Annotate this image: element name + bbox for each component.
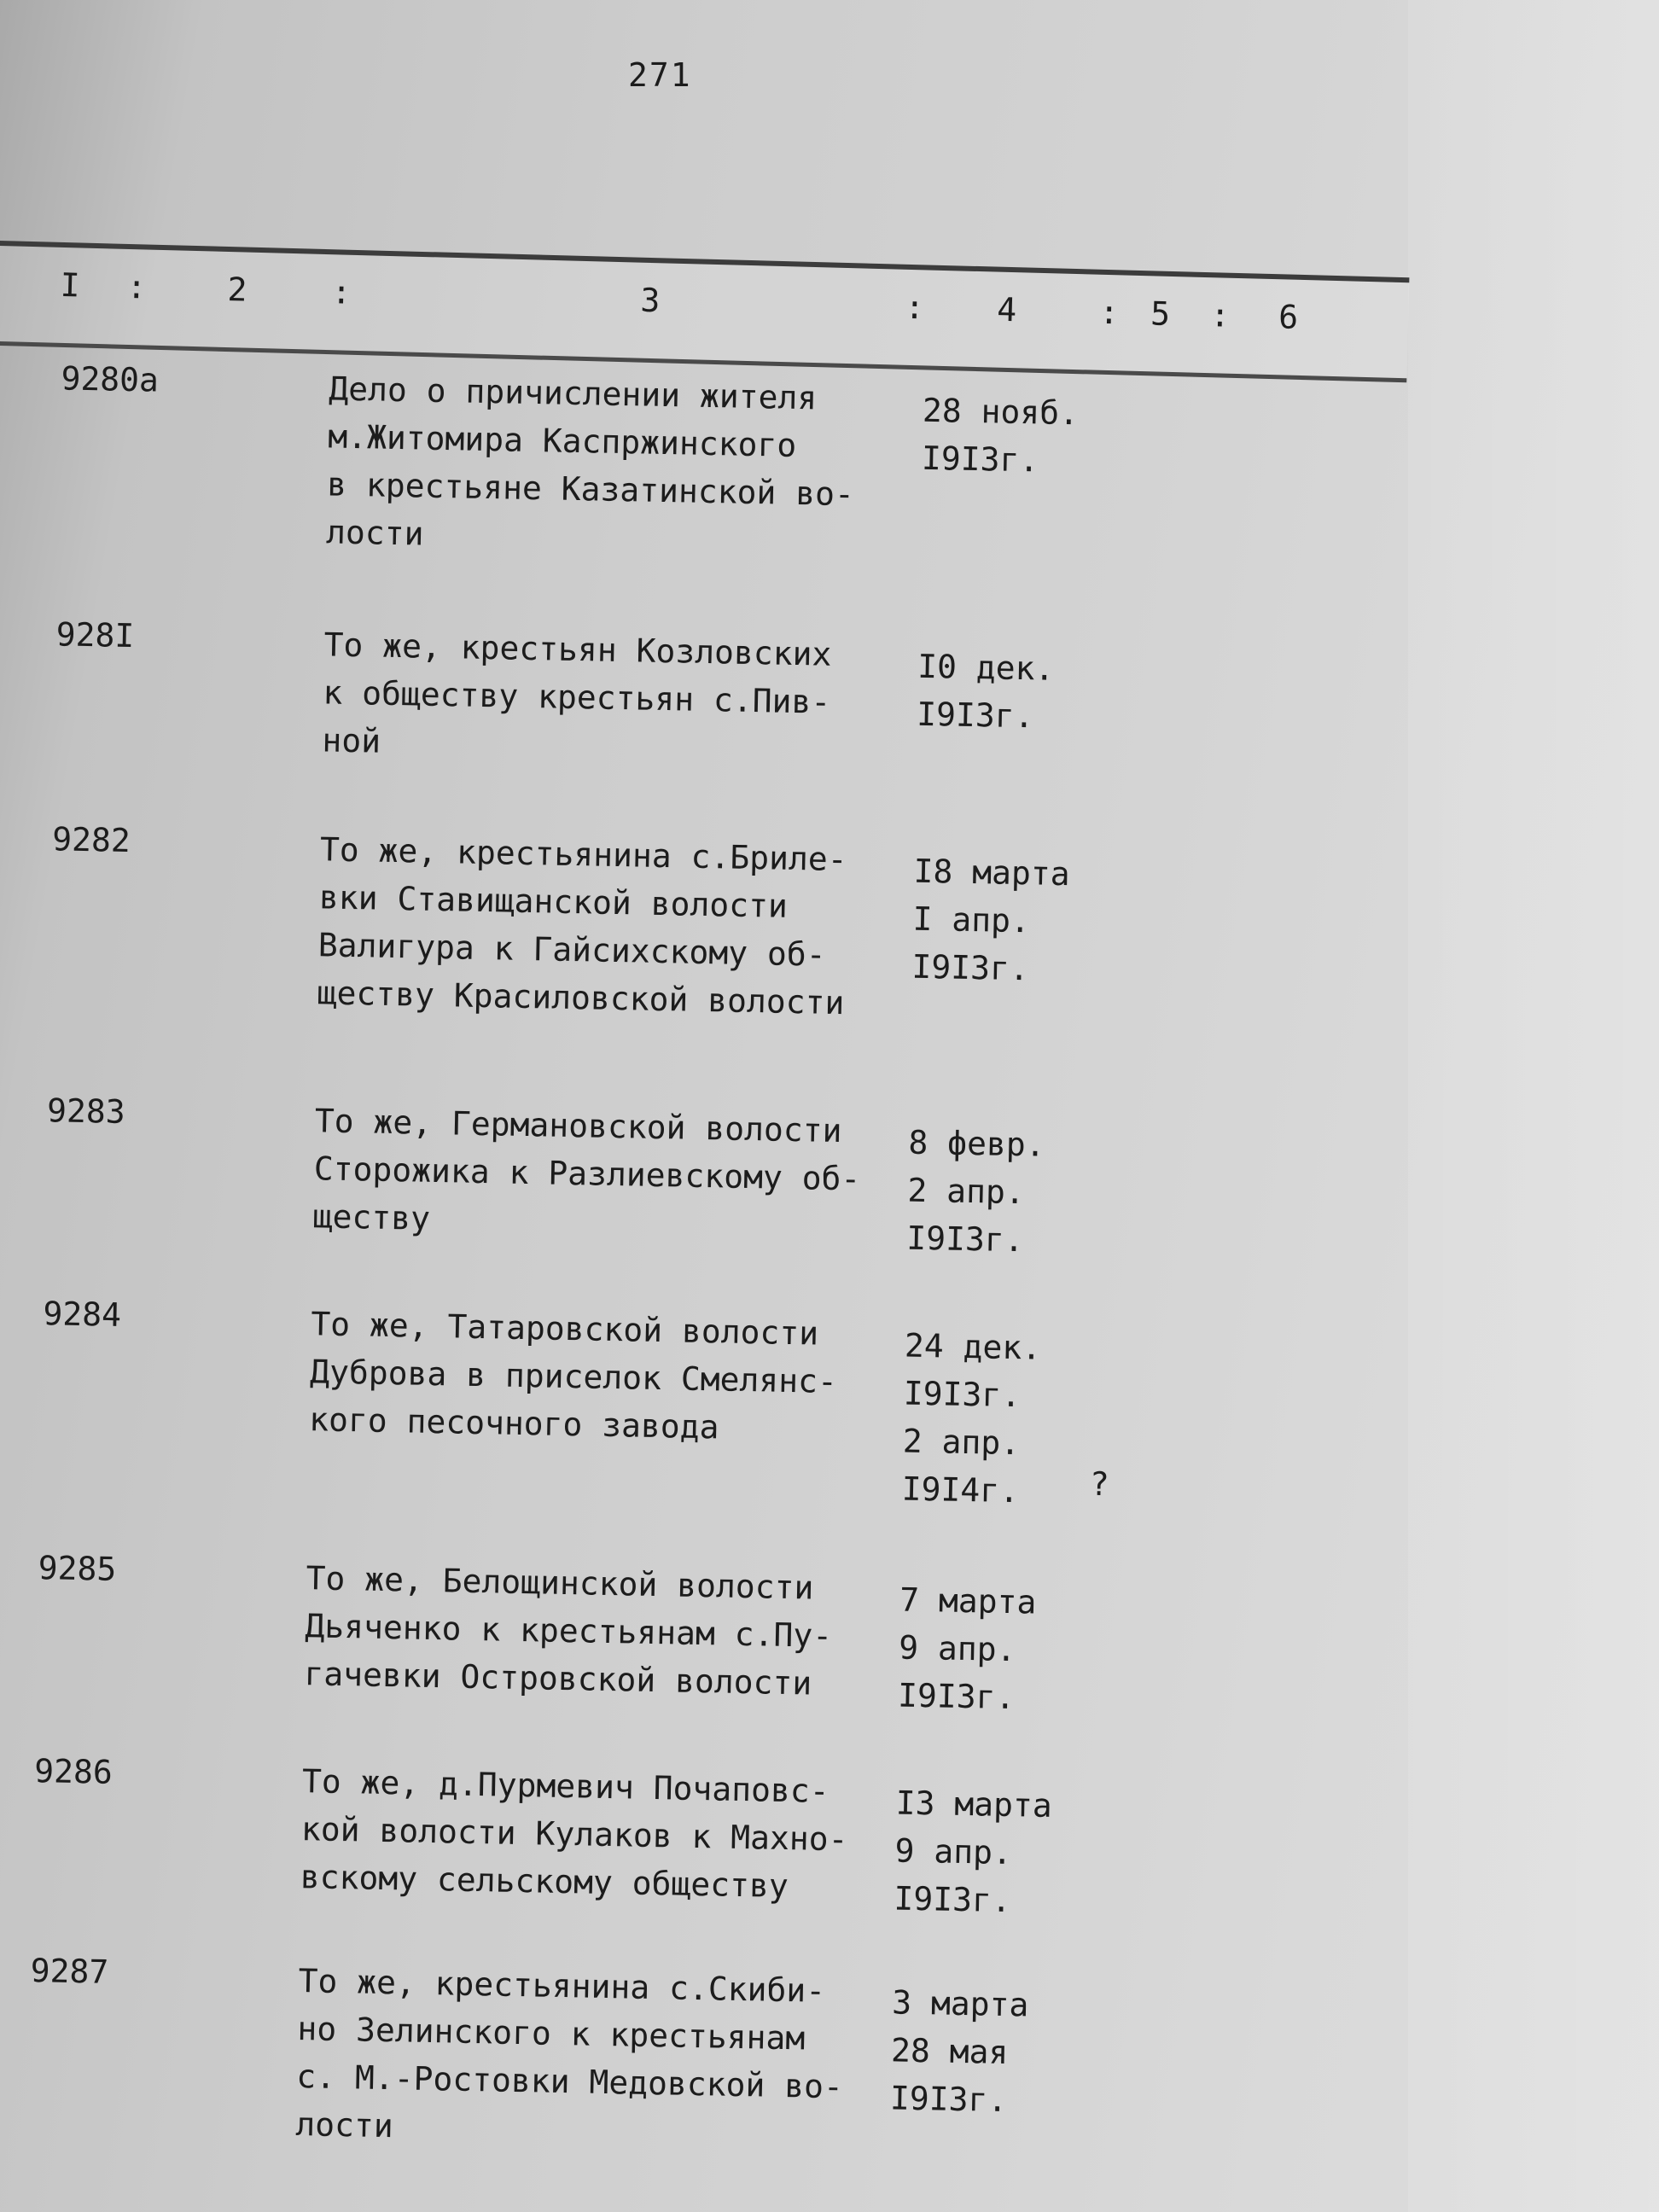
entry-title <box>295 1957 879 2159</box>
entry-dates <box>894 1778 1084 1925</box>
entry-number: 9284 <box>43 1295 122 1334</box>
entry-title-line: но Зелинского к крестьянам <box>297 2010 806 2058</box>
entry-number: 928I <box>55 615 135 655</box>
entry-number: 9285 <box>38 1549 117 1588</box>
entry-title-line: Дьяченко к крестьянам с.Пу- <box>305 1607 833 1655</box>
entry-title <box>300 1757 882 1912</box>
column-separator: : <box>330 273 352 311</box>
entry-date-line: 28 нояб. <box>922 391 1080 433</box>
entry-date-line: I9I3г. <box>894 1879 1012 1920</box>
entry-title <box>312 1097 895 1251</box>
column-header-row <box>0 241 1409 382</box>
entry-date-line: I апр. <box>912 899 1031 940</box>
entry-title-line: Дело о причислении жителя <box>328 370 818 417</box>
page-edge-highlight <box>1408 0 1659 2212</box>
entry-title-line: м.Житомира Каспржинского <box>327 417 797 464</box>
entry-number: 9286 <box>33 1752 114 1791</box>
entry-title-line: То же, крестьян Козловских <box>323 626 832 673</box>
list-item <box>0 1951 1377 2145</box>
entry-title-line: вки Ставищанской волости <box>318 878 789 925</box>
entry-dates <box>906 1119 1097 1266</box>
entry-number: 9280а <box>61 359 160 399</box>
entry-dates <box>898 1576 1088 1723</box>
entry-title-line: лости <box>325 513 424 553</box>
column-separator: : <box>126 267 148 306</box>
list-item <box>0 614 1403 760</box>
entry-title-line: То же, Германовской волости <box>314 1102 842 1150</box>
entry-date-line: 8 февр. <box>908 1123 1046 1164</box>
entry-date-line: 24 дек. <box>904 1326 1042 1367</box>
list-item <box>0 1548 1385 1717</box>
entry-date-line: 2 апр. <box>907 1171 1026 1212</box>
entry-title-line: вскому сельскому обществу <box>300 1858 789 1906</box>
entry-date-line: I9I3г. <box>903 1374 1022 1415</box>
entry-title-line: в крестьяне Казатинской во- <box>326 465 855 514</box>
entry-date-line: I9I3г. <box>905 1219 1025 1260</box>
entry-dates <box>921 387 1110 486</box>
entry-date-line: I9I3г. <box>916 695 1034 736</box>
entry-title-line: лости <box>294 2105 394 2145</box>
entry-date-line: I9I4г. <box>901 1470 1020 1511</box>
entry-title-line: Сторожика к Разлиевскому об- <box>313 1150 861 1198</box>
entry-title-line: с. М.-Ростовки Медовской во- <box>295 2058 844 2106</box>
column-separator: : <box>1098 293 1120 332</box>
entry-dates <box>911 847 1102 994</box>
entry-dates <box>901 1322 1092 1516</box>
entries-list <box>0 358 1408 2212</box>
entry-date-line: 9 апр. <box>894 1831 1013 1872</box>
entry-title-line: гачевки Островской волости <box>304 1655 812 1703</box>
entry-date-line: 9 апр. <box>898 1628 1016 1669</box>
entry-number: 9282 <box>51 820 131 860</box>
entry-date-line: 28 мая <box>890 2031 1009 2072</box>
entry-title-line: То же, крестьянина с.Бриле- <box>319 830 848 879</box>
entry-title-line: к обществу крестьян с.Пив- <box>323 673 831 721</box>
entry-title-line: кой волости Кулаков к Махно- <box>300 1810 848 1859</box>
entry-note: ? <box>1089 1464 1110 1504</box>
entry-dates <box>917 643 1106 742</box>
entry-title-line: ществу Красиловской волости <box>317 974 845 1022</box>
entry-date-line: I0 дек. <box>917 647 1055 688</box>
column-header-5: 5 <box>1150 294 1171 333</box>
list-item <box>0 1751 1381 1920</box>
entry-title-line: Валигура к Гайсихскому об- <box>317 926 827 974</box>
entry-title-line: То же, Белощинской волости <box>306 1559 814 1607</box>
entry-title-line: То же, Татаровской волости <box>310 1305 819 1353</box>
entry-date-line: I8 марта <box>913 852 1071 894</box>
entry-title <box>309 1300 892 1454</box>
entry-title-line: То же, д.Пурмевич Почаповс- <box>301 1762 830 1810</box>
column-header-4: 4 <box>996 290 1017 329</box>
entry-date-line: I3 марта <box>895 1784 1053 1825</box>
entry-date-line: 3 марта <box>891 1983 1029 2024</box>
entry-date-line: I9I3г. <box>889 2079 1008 2120</box>
entry-title <box>304 1554 887 1708</box>
list-item <box>0 1091 1394 1260</box>
entry-date-line: I9I3г. <box>897 1676 1016 1717</box>
entry-dates <box>890 1978 1080 2125</box>
column-header-2: 2 <box>227 271 248 309</box>
column-separator: : <box>1209 296 1231 335</box>
list-item <box>0 1294 1390 1511</box>
column-header-1: I <box>60 265 81 305</box>
entry-title-line: кого песочного завода <box>308 1400 719 1447</box>
entry-title <box>326 364 910 567</box>
entry-date-line: 2 апр. <box>902 1422 1021 1463</box>
column-header-6: 6 <box>1278 298 1299 336</box>
entry-number: 9283 <box>46 1091 126 1131</box>
column-header-3: 3 <box>639 281 661 320</box>
entry-title <box>322 620 905 775</box>
entry-title-line: То же, крестьянина с.Скиби- <box>298 1962 826 2010</box>
page-number: 271 <box>628 56 692 94</box>
list-item <box>0 819 1399 1022</box>
entry-number: 9287 <box>30 1952 109 1991</box>
column-separator: : <box>904 288 925 327</box>
entry-title-line: Дуброва в приселок Смелянс- <box>309 1353 838 1401</box>
entry-date-line: 7 марта <box>899 1580 1037 1621</box>
entry-date-line: I9I3г. <box>921 439 1039 480</box>
entry-title <box>317 825 900 1027</box>
entry-title-line: ной <box>322 721 381 760</box>
entry-date-line: I9I3г. <box>911 947 1030 988</box>
entry-title-line: ществу <box>312 1197 431 1237</box>
